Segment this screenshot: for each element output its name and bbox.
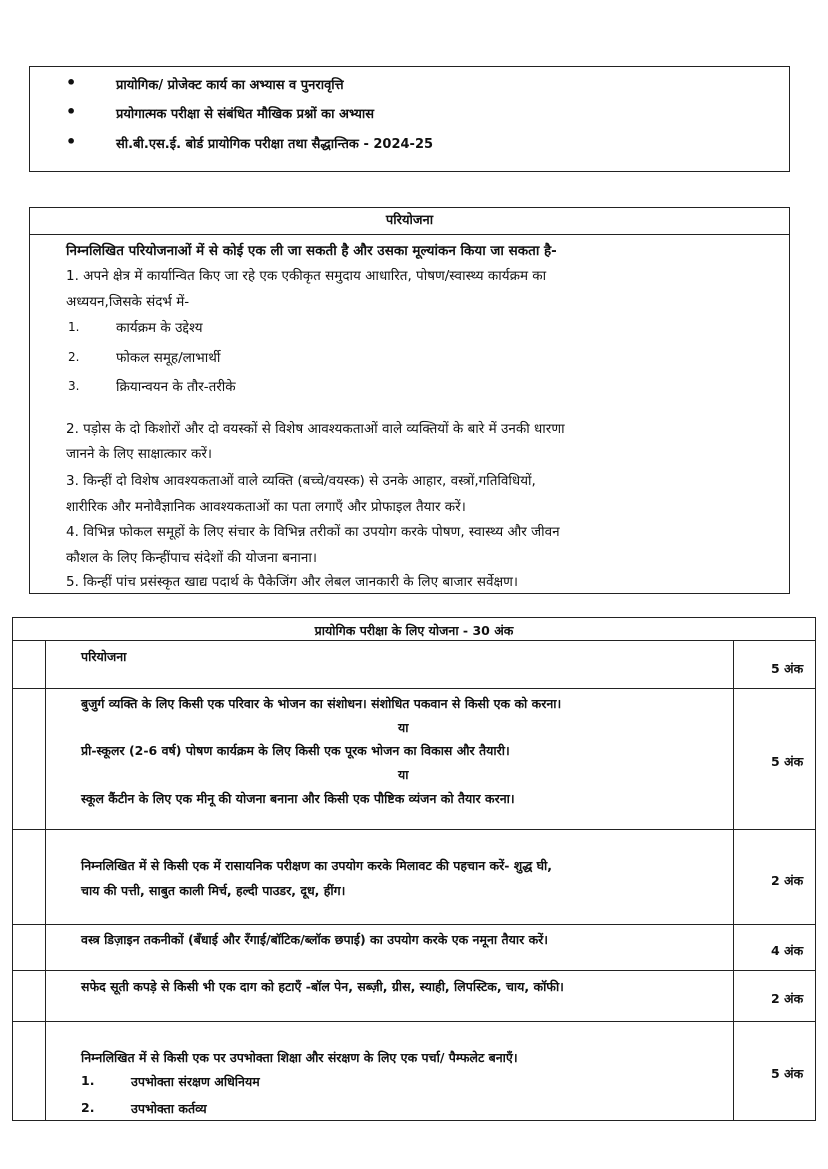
row-6-marks: 5 अंक [771, 1066, 804, 1081]
project-2-line-2: जानने के लिए साक्षात्कार करें। [66, 446, 212, 462]
row-6-text: निम्नलिखित में से किसी एक पर उपभोक्ता शिक्षा और संरक्षण के लिए एक पर्चा/ पैम्फलेट बनाएँ। [81, 1050, 518, 1065]
project-box [29, 207, 790, 594]
row-6-sub-2-number: 2. [81, 1100, 95, 1115]
scheme-title: प्रायोगिक परीक्षा के लिए योजना - 30 अंक [314, 623, 514, 638]
row-4-marks: 4 अंक [771, 943, 804, 958]
row-6-sub-2-text: उपभोक्ता कर्तव्य [131, 1101, 207, 1116]
sub-item-text: क्रियान्वयन के तौर-तरीके [116, 379, 236, 395]
row-5-text: सफेद सूती कपड़े से किसी भी एक दाग को हटाएँ -बॉल पेन, सब्ज़ी, ग्रीस, स्याही, लिपस्टिक, चाय, कॉफी। [81, 979, 564, 994]
row-3-line-1: निम्नलिखित में से किसी एक में रासायनिक परीक्षण का उपयोग करके मिलावट की पहचान करें- शुद्ध घी, [81, 858, 552, 873]
project-1-line-2: अध्ययन,जिसके संदर्भ में- [66, 294, 190, 310]
project-1-line-1: 1. अपने क्षेत्र में कार्यान्वित किए जा रहे एक एकीकृत समुदाय आधारित, पोषण/स्वास्थ्य कार्यक्रम का [66, 268, 547, 284]
bullet-text: सी.बी.एस.ई. बोर्ड प्रायोगिक परीक्षा तथा सैद्धान्तिक - 2024-25 [116, 137, 434, 152]
row-6-sub-1-text: उपभोक्ता संरक्षण अधिनियम [131, 1074, 260, 1089]
bullet-text: प्रायोगिक/ प्रोजेक्ट कार्य का अभ्यास व पुनरावृत्ति [116, 78, 344, 93]
or-label: या [398, 720, 409, 735]
row-2-marks: 5 अंक [771, 754, 804, 769]
exam-scheme-table [12, 617, 816, 1121]
sub-item-number: 2. [68, 350, 80, 364]
bullet-dot: • [66, 132, 77, 151]
sub-item-text: फोकल समूह/लाभार्थी [116, 350, 221, 366]
or-label: या [398, 767, 409, 782]
project-5: 5. किन्हीं पांच प्रसंस्कृत खाद्य पदार्थ के पैकेजिंग और लेबल जानकारी के लिए बाजार सर्वेक्षण। [66, 574, 519, 590]
sub-item-text: कार्यक्रम के उद्देश्य [116, 320, 203, 336]
bullet-text: प्रयोगात्मक परीक्षा से संबंधित मौखिक प्रश्नों का अभ्यास [116, 107, 375, 122]
row-1-text: परियोजना [81, 649, 127, 664]
row-2-line-3: स्कूल कैंटीन के लिए एक मीनू की योजना बनाना और किसी एक पौष्टिक व्यंजन को तैयार करना। [81, 791, 515, 806]
project-3-line-2: शारीरिक और मनोवैज्ञानिक आवश्यकताओं का पता लगाएँ और प्रोफाइल तैयार करें। [66, 499, 466, 515]
row-3-line-2: चाय की पत्ती, साबुत काली मिर्च, हल्दी पाउडर, दूध, हींग। [81, 883, 346, 898]
project-intro: निम्नलिखित परियोजनाओं में से कोई एक ली जा सकती है और उसका मूल्यांकन किया जा सकता है- [66, 243, 557, 259]
row-1-marks: 5 अंक [771, 661, 804, 676]
revision-box [29, 66, 790, 172]
project-heading: परियोजना [30, 208, 789, 235]
bullet-dot: • [66, 73, 77, 92]
sub-item-number: 1. [68, 320, 80, 334]
row-2-line-2: प्री-स्कूलर (2-6 वर्ष) पोषण कार्यक्रम के लिए किसी एक पूरक भोजन का विकास और तैयारी। [81, 743, 510, 758]
project-4-line-1: 4. विभिन्न फोकल समूहों के लिए संचार के विभिन्न तरीकों का उपयोग करके पोषण, स्वास्थ्य और जीवन [66, 524, 560, 540]
row-3-marks: 2 अंक [771, 873, 804, 888]
row-5-marks: 2 अंक [771, 991, 804, 1006]
row-6-sub-1-number: 1. [81, 1073, 95, 1088]
row-2-line-1: बुजुर्ग व्यक्ति के लिए किसी एक परिवार के भोजन का संशोधन। संशोधित पकवान से किसी एक को करना। [81, 696, 562, 711]
project-3-line-1: 3. किन्हीं दो विशेष आवश्यकताओं वाले व्यक्ति (बच्चे/वयस्क) से उनके आहार, वस्त्रों,गतिविधियों, [66, 473, 536, 489]
project-2-line-1: 2. पड़ोस के दो किशोरों और दो वयस्कों से विशेष आवश्यकताओं वाले व्यक्तियों के बारे में उनकी धारणा [66, 421, 565, 437]
project-4-line-2: कौशल के लिए किन्हींपाच संदेशों की योजना बनाना। [66, 550, 317, 566]
row-4-text: वस्त्र डिज़ाइन तकनीकों (बँधाई और रँगाई/बॉटिक/ब्लॉक छपाई) का उपयोग करके एक नमूना तैयार करें। [81, 932, 549, 947]
bullet-dot: • [66, 102, 77, 121]
sub-item-number: 3. [68, 379, 80, 393]
